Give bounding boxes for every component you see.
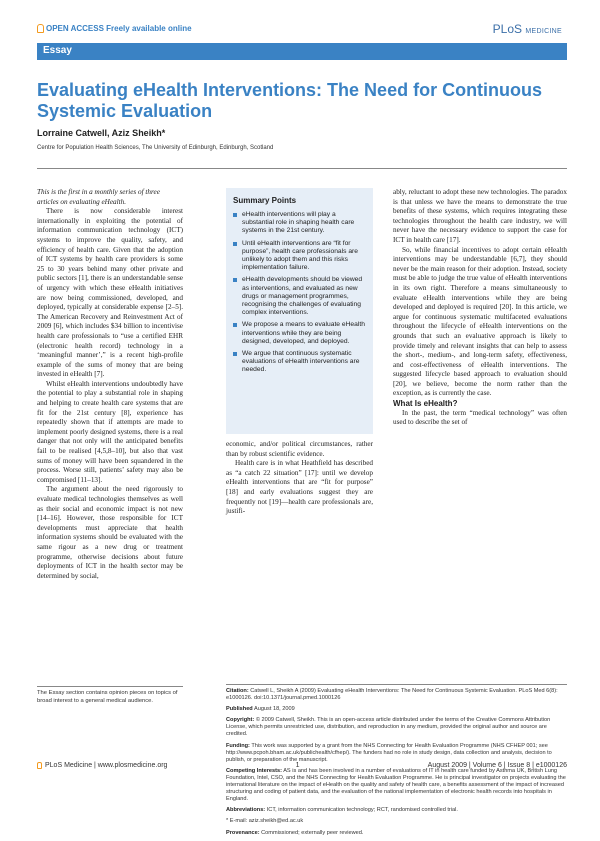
col3-paragraph-3: In the past, the term “medical technology” was often used to describe the set of [393,408,567,427]
column-1 [37,188,183,581]
citation-text: Catwell L, Sheikh A (2009) Evaluating eHealth Interventions: The Need for Continuous Systemic Evaluation. PLoS Med 6(8): e1000126. doi:10.1371/journal.pmed.1000126 [226,688,558,702]
article-affiliation: Centre for Population Health Sciences, The University of Edinburgh, Edinburgh, Scotland [37,145,274,151]
citation-block [226,688,566,702]
essay-section-note: The Essay section contains opinion pieces on topics of broad interest to a general medical audience. [37,690,178,704]
summary-point: We propose a means to evaluate eHealth interventions while they are being designed, developed, and deployed. [233,321,366,346]
open-access-text: OPEN ACCESS Freely available online [46,24,192,33]
col2-paragraph-2: Health care is in what Heathfield has described as “a catch 22 situation” [17]: until we develop eHealth interventions that are “fit for purpose” [18] and early evaluations suggest they are frequently not [19]—health care professionals are, justifi- [226,459,373,516]
open-lock-icon [37,762,42,769]
published-block [226,706,566,713]
provenance-label: Provenance: [226,829,260,836]
article-title: Evaluating eHealth Interventions: The Need for Continuous Systemic Evaluation [37,80,543,121]
published-label: Published [226,706,253,713]
competing-interests-label: Competing Interests: [226,767,282,774]
page-footer [37,762,567,769]
funding-label: Funding: [226,742,250,749]
journal-logo-main: PLoS [492,22,523,36]
abbreviations-label: Abbreviations: [226,807,266,814]
summary-points-box [226,188,373,434]
funding-block [226,743,566,764]
col1-paragraph-3: The argument about the need rigorously to evaluate medical technologies themselves as well as their social and economic impact is not new [14–16]. However, those responsible for ICT developments must appreciate that health information systems should be evaluated with the same rigour as a new drug or treatment programme, otherwise decisions about future deployments of ICT in the health sector may be determined by social, [37,485,183,580]
summary-point: eHealth developments should be viewed as interventions, and evaluated as new drugs or management programmes, recognising the challenges of evaluating complex interventions. [233,276,366,317]
section-heading-what-is-ehealth: What Is eHealth? [393,399,458,409]
article-authors: Lorraine Catwell, Aziz Sheikh* [37,128,166,138]
series-note: This is the first in a monthly series of three articles on evaluating eHealth. [37,188,160,206]
published-date: August 18, 2009 [253,706,295,713]
open-lock-icon [37,24,44,33]
col1-paragraph-2: Whilst eHealth interventions undoubtedly have the potential to play a substantial role in shaping and helping to create health care systems that are fit for the 21st century [8], experience has repeatedly shown that if attempts are made to implement poorly designed systems, there is a real danger that not only will the anticipated benefits fail to be realised [4,5,8–10], but also that vast sums of money will have been squandered in the process. Worse still, patients’ safety may also be compromised [11–13]. [37,379,183,484]
col2-paragraph-1: economic, and/or political circumstances, rather than by robust scientific evidence. [226,440,373,458]
funding-text: This work was supported by a grant from the NHS Connecting for Health Evaluation Programme (NHS CFHEP 001; see http://www.pcpoh.bham.ac.uk/publichealth/cfhep/). The funders had no role in study design, data collection and analysis, decision to publish, or preparation of the manuscript. [226,742,552,763]
col3-paragraph-2: So, while financial incentives to adopt certain eHealth interventions may be understandable [6,7], they should never be the main reason for their adoption. Instead, society must be able to judge the true value of eHealth interventions in its own right. Therefore a means simultaneously to evaluate eHealth interventions while they are being developed and deployed is required [20]. In this article, we argue for continuous systematic multifaceted evaluations throughout the lifecycle of eHealth interventions on the grounds that such an evaluative approach is likely to provide timely and relevant insights that can help to assess the short-, medium-, and long-term safety, effectiveness, and cost-effectiveness of eHealth interventions. The suggested lifecycle based approach to evaluation should [20], we believe, become the norm rather than the exception, as is currently the case. [393,245,567,398]
footer-page-number: 1 [295,762,300,769]
footer-issue: August 2009 | Volume 6 | Issue 8 | e1000126 [427,762,567,769]
journal-logo [493,22,562,36]
header-divider [37,168,567,169]
citation-label: Citation: [226,688,249,694]
summary-point: Until eHealth interventions are “fit for purpose”, health care professionals are unlikely to adopt them and this risks implementation failure. [233,240,366,273]
section-label: Essay [43,45,72,56]
copyright-label: Copyright: [226,717,255,724]
open-access-label [37,24,192,33]
provenance-text: Commissioned; externally peer reviewed. [261,829,364,836]
email-block [226,818,566,825]
abbreviations-text: ICT, information communication technology; RCT, randomised controlled trial. [266,807,458,814]
col1-paragraph-1: There is now considerable interest internationally in exploiting the potential of information communication technology (ICT) systems to improve the quality, safety, and efficiency of health care. Given that the adoption of ICT systems by health care providers is some 25 to 30 years behind many other private and public sectors [1], there is an understandable sense of urgency with which these eHealth initiatives are now being commissioned, developed, and deployed, typically at considerable expense [2–5]. The American Recovery and Reinvestment Act of 2009 [6], which includes $34 billion to incentivise health care professionals to “use a certified EHR (electronic health record) technology in a ‘meaningful manner’,” is a recent high-profile example of the sums of money that are being invested in eHealth [7]. [37,207,183,379]
essay-note-divider [37,686,183,687]
col3-paragraph-1: ably, reluctant to adopt these new technologies. The paradox is that unless we have the means to demonstrate the true benefits of these systems, which requires integrating these technologies throughout the health care industry, we will never have the necessary evidence to support the case for ICT in health care [17]. [393,188,567,244]
author-email: * E-mail: aziz.sheikh@ed.ac.uk [226,818,304,825]
provenance-block [226,830,566,837]
competing-interests-text: AS is and has been involved in a number of evaluations of IT in health care funded by Asthma UK, British Lung Foundation, Intel, CSO, and the NHS Connecting for Health Evaluation Programme. He is principal investigator on projects evaluating the international literature on the impact of eHealth on the quality and safety of health care, a benefits assessment of the impact of increased structuring and coding of patient data, and the evaluation of the national implementation of electronic health records into hospitals in England. [226,767,566,803]
footer-journal-site: PLoS Medicine | www.plosmedicine.org [45,762,168,769]
copyright-block [226,717,566,738]
column-3 [393,188,567,428]
section-label-bar [37,43,567,60]
copyright-text: © 2009 Catwell, Sheikh. This is an open-access article distributed under the terms of the Creative Commons Attribution License, which permits unrestricted use, distribution, and reproduction in any medium, provided the original author and source are credited. [226,717,551,738]
summary-list [233,211,366,375]
summary-heading: Summary Points [233,196,297,205]
abbreviations-block [226,807,566,814]
competing-interests-block [226,768,566,803]
summary-point: We argue that continuous systematic evaluations of eHealth interventions are needed. [233,350,366,375]
summary-point: eHealth interventions will play a substantial role in shaping health care systems in the 21st century. [233,211,366,236]
journal-logo-sub: MEDICINE [525,28,562,35]
column-2 [226,440,373,517]
footer-left [37,762,167,769]
meta-divider [226,684,567,685]
